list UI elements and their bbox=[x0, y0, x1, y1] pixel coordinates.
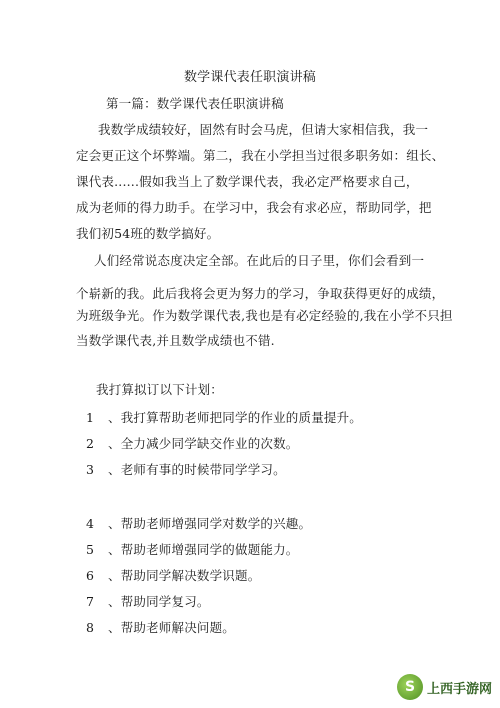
watermark-text: 上西手游网 bbox=[426, 681, 492, 697]
document-title: 数学课代表任职演讲稿 bbox=[183, 70, 316, 85]
paragraph-line: 当数学课代表,并且数学成绩也不错. bbox=[76, 333, 275, 348]
paragraph-line: 成为老师的得力助手。在学习中，我会有求必应，帮助同学，把 bbox=[76, 200, 432, 215]
plan-item-number: 2 bbox=[86, 436, 95, 451]
paragraph-line: 人们经常说态度决定全部。在此后的日子里，你们会看到一 bbox=[94, 253, 425, 268]
plan-item bbox=[86, 462, 286, 478]
plan-item-number: 5 bbox=[86, 542, 95, 557]
paragraph-line: 我数学成绩较好，固然有时会马虎，但请大家相信我，我一 bbox=[98, 122, 429, 137]
plan-item-text: 、帮助同学解决数学识题。 bbox=[108, 568, 261, 583]
plan-item-number: 8 bbox=[86, 620, 95, 635]
plan-item-number: 1 bbox=[86, 410, 95, 425]
plan-item-text: 、帮助老师增强同学对数学的兴趣。 bbox=[108, 516, 312, 531]
document-subtitle: 第一篇：数学课代表任职演讲稿 bbox=[106, 96, 284, 111]
plan-item-number: 7 bbox=[86, 594, 95, 609]
plan-item bbox=[86, 568, 260, 584]
plan-item bbox=[86, 410, 362, 426]
plan-item-text: 、全力减少同学缺交作业的次数。 bbox=[108, 436, 299, 451]
plan-item-text: 、老师有事的时候带同学学习。 bbox=[108, 462, 286, 477]
plan-item-number: 3 bbox=[86, 462, 95, 477]
watermark-logo[interactable] bbox=[397, 674, 492, 700]
plan-item-number: 4 bbox=[86, 516, 95, 531]
paragraph-line: 个崭新的我。此后我将会更为努力的学习，争取获得更好的成绩， bbox=[76, 286, 445, 301]
plan-item bbox=[86, 542, 299, 558]
plan-item bbox=[86, 620, 235, 636]
plan-intro: 我打算拟订以下计划： bbox=[96, 382, 224, 397]
paragraph-line: 我们初54班的数学搞好。 bbox=[76, 226, 220, 241]
plan-item bbox=[86, 516, 311, 532]
plan-item-text: 、我打算帮助老师把同学的作业的质量提升。 bbox=[108, 410, 363, 425]
paragraph-line: 课代表......假如我当上了数学课代表，我必定严格要求自己， bbox=[76, 174, 419, 189]
paragraph-line: 定会更正这个坏弊端。第二，我在小学担当过很多职务如：组长、 bbox=[76, 148, 445, 163]
plan-item-text: 、帮助同学复习。 bbox=[108, 594, 210, 609]
plan-item-text: 、帮助老师增强同学的做题能力。 bbox=[108, 542, 299, 557]
paragraph-line: 为班级争光。作为数学课代表,我也是有必定经验的,我在小学不只担 bbox=[76, 308, 453, 323]
plan-item bbox=[86, 436, 299, 452]
plan-item-number: 6 bbox=[86, 568, 95, 583]
plan-item bbox=[86, 594, 210, 610]
plan-item-text: 、帮助老师解决问题。 bbox=[108, 620, 236, 635]
leaf-s-logo-icon: S bbox=[397, 674, 423, 700]
